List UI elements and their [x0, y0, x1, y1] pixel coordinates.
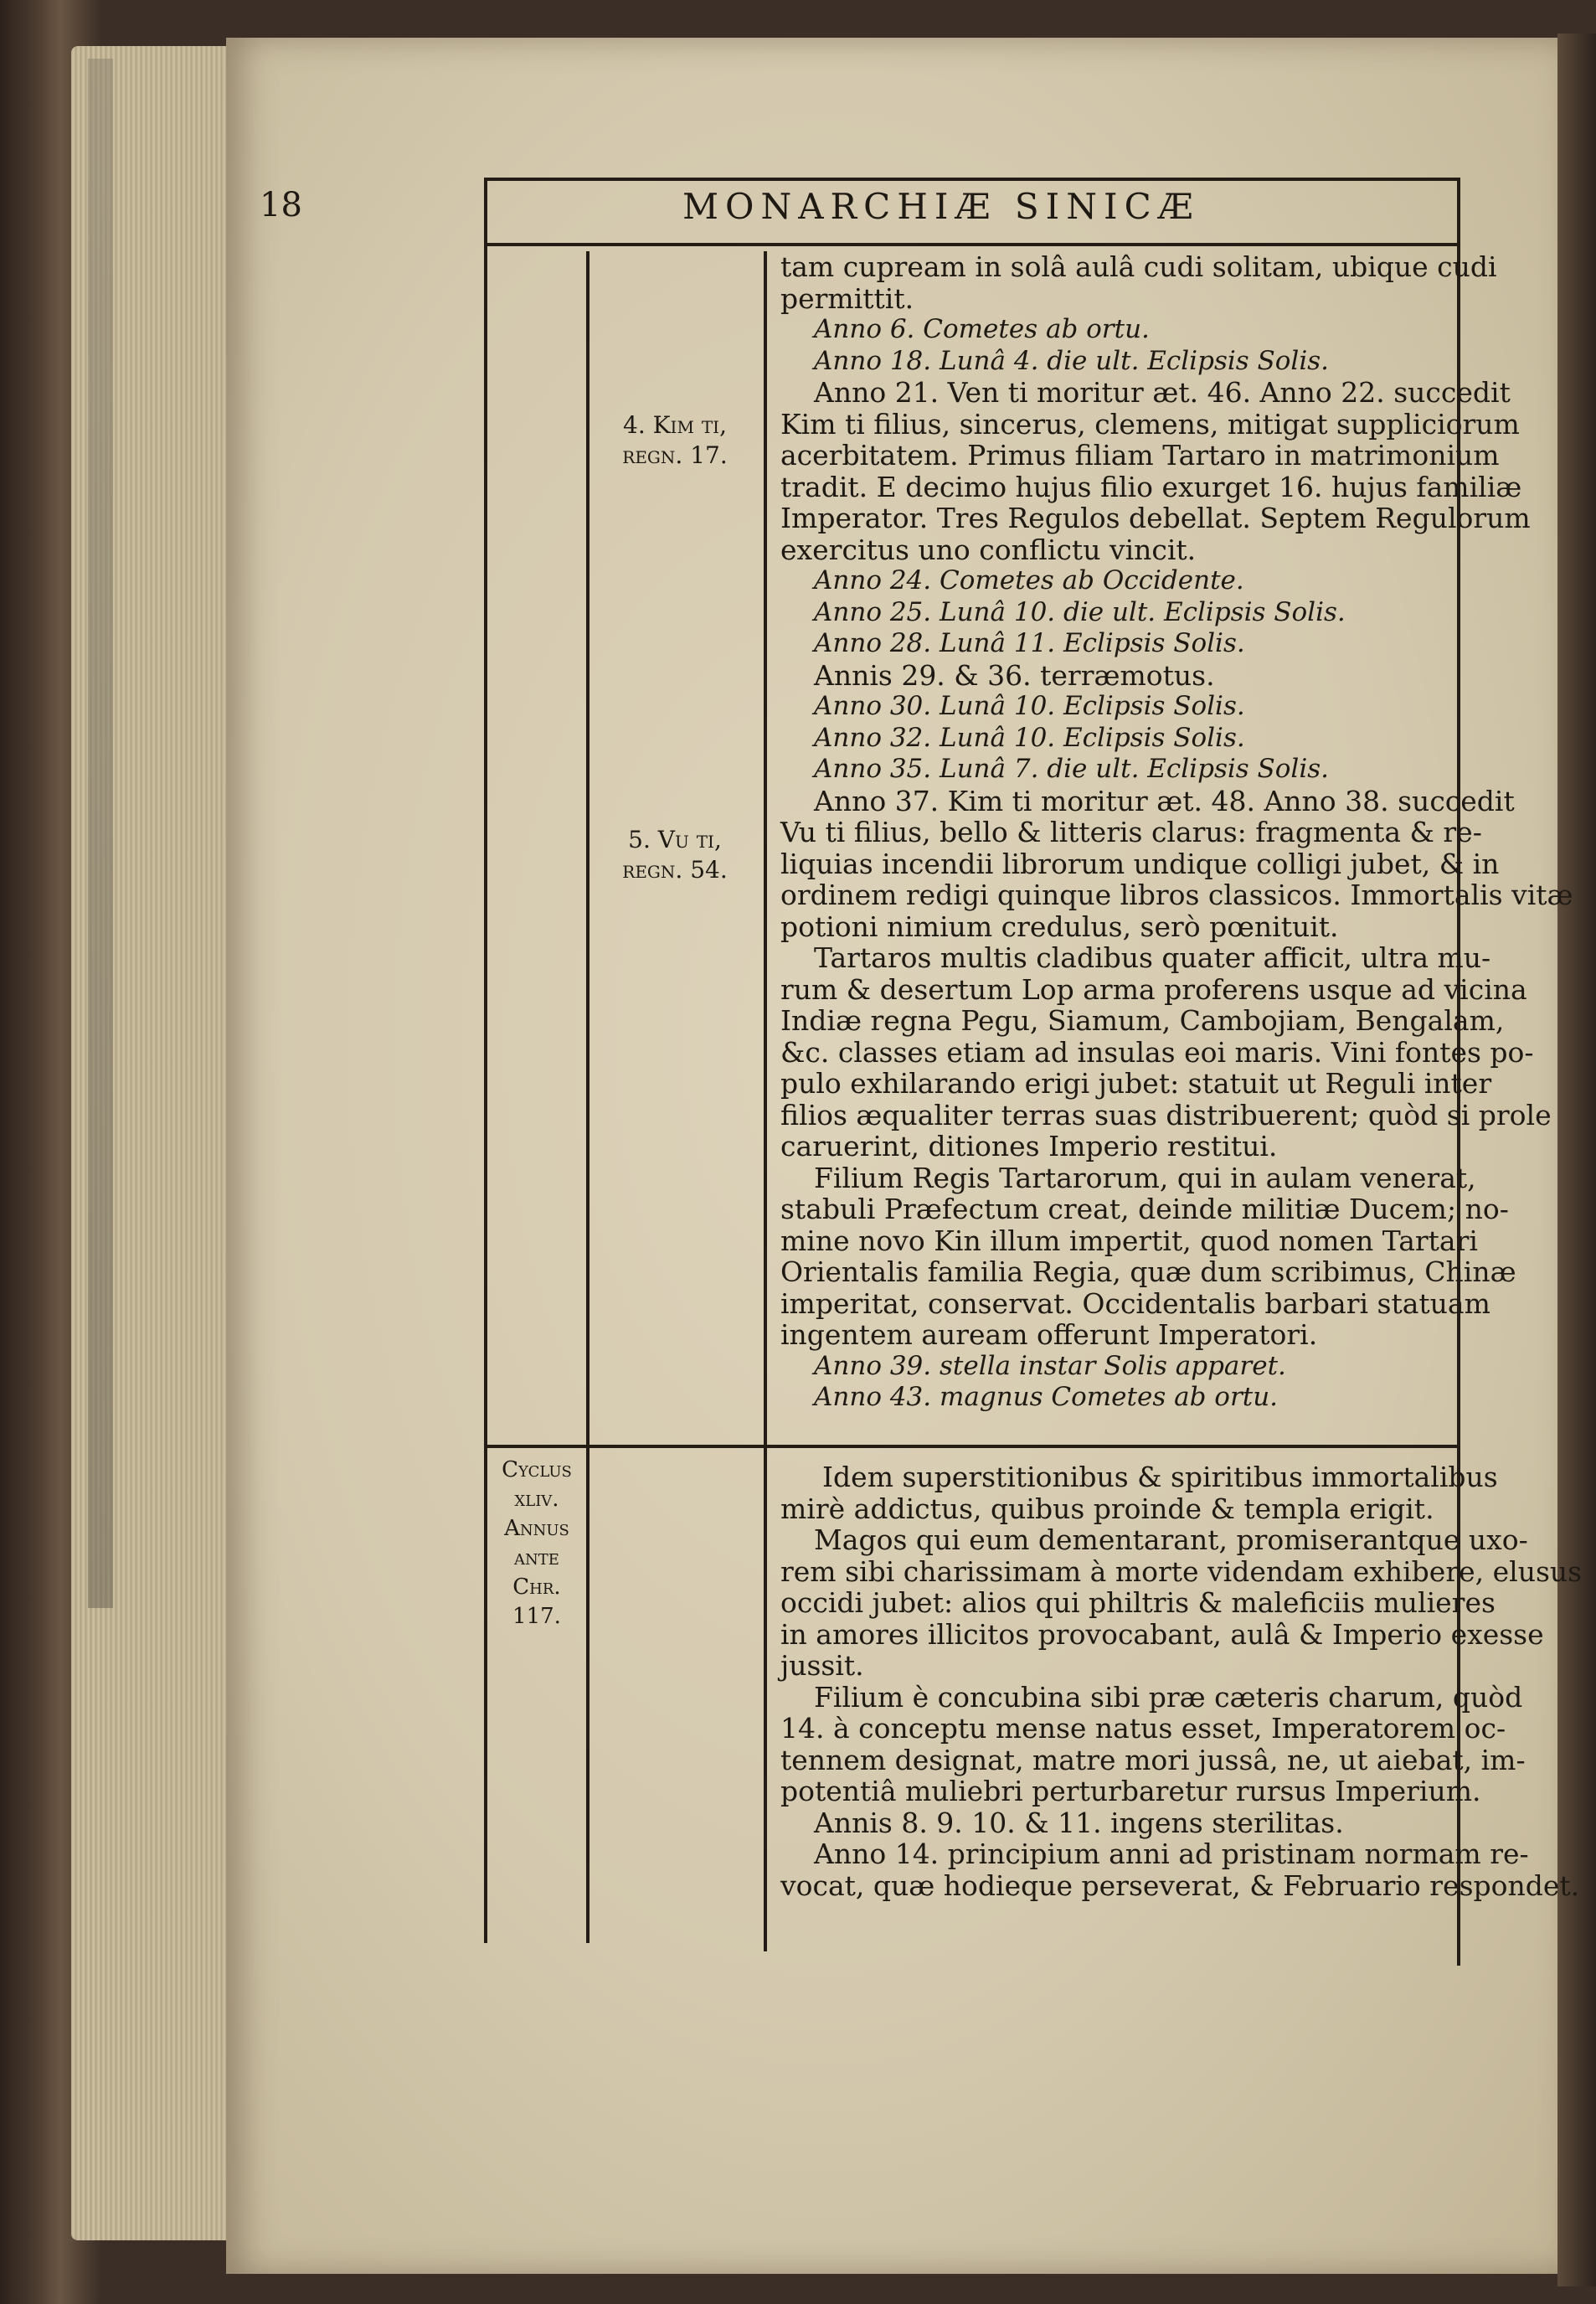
body-line: permittit. [780, 281, 914, 315]
body-line: ingentem auream offerunt Imperatori. [780, 1318, 1318, 1351]
body-line: exercitus uno conflictu vincit. [780, 533, 1197, 566]
page-number: 18 [260, 186, 302, 224]
body-line: Anno 39. stella instar Solis apparet. [814, 1350, 1286, 1381]
body-line: Anno 35. Lunâ 7. die ult. Eclipsis Solis. [814, 754, 1330, 784]
body-line: Idem superstitionibus & spiritibus immortalibus [822, 1461, 1498, 1493]
running-title: MONARCHIÆ SINICÆ [682, 186, 1200, 227]
body-line: jussit. [780, 1649, 864, 1682]
body-line: imperitat, conservat. Occidentalis barbari statuam [780, 1286, 1490, 1320]
body-line: ordinem redigi quinque libros classicos. Immortalis vitæ [780, 879, 1573, 911]
margin-cyclus-line-3: Annus [504, 1516, 569, 1541]
margin-note-vu-ti [591, 825, 759, 885]
body-line: mine novo Kin illum impertit, quod nomen Tartari [780, 1224, 1478, 1257]
body-line: tennem designat, matre mori jussâ, ne, ut aiebat, im- [780, 1743, 1526, 1776]
body-line: rum & desertum Lop arma proferens usque ad vicina [780, 972, 1527, 1006]
margin-kim-ti-line-1: 4. Kim ti, [623, 411, 727, 439]
body-line: in amores illicitos provocabant, aulâ & Imperio exesse [780, 1617, 1544, 1651]
body-line: Anno 28. Lunâ 11. Eclipsis Solis. [814, 628, 1245, 658]
body-line: filios æqualiter terras suas distribuerent; quòd si prole [780, 1098, 1552, 1131]
body-line: Anno 43. magnus Cometes ab ortu. [814, 1382, 1279, 1412]
body-line: Anno 18. Lunâ 4. die ult. Eclipsis Solis. [814, 345, 1330, 376]
margin-cyclus-line-4: ante Chr. [512, 1545, 561, 1600]
body-line: Indiæ regna Pegu, Siamum, Cambojiam, Bengalam, [780, 1004, 1505, 1037]
body-line: liquias incendii librorum undique colligi jubet, & in [780, 847, 1500, 880]
body-line: Tartaros multis cladibus quater afficit, ultra mu- [814, 941, 1491, 974]
margin-vu-ti-line-2: regn. 54. [622, 856, 728, 884]
body-line: rem sibi charissimam à morte videndam exhibere, elusus [780, 1554, 1583, 1588]
column-rule-2 [764, 251, 767, 1951]
body-line: 14. à conceptu mense natus esset, Imperatorem oc- [780, 1712, 1506, 1745]
body-line: Anno 25. Lunâ 10. die ult. Eclipsis Solis. [814, 596, 1346, 627]
frame-top-rule [484, 178, 1460, 181]
margin-note-kim-ti [591, 410, 759, 471]
margin-cyclus-line-1: Cyclus [502, 1457, 572, 1482]
body-line: &c. classes etiam ad insulas eoi maris. Vini fontes po- [780, 1035, 1534, 1069]
body-line: Anno 37. Kim ti moritur æt. 48. Anno 38. succedit [814, 784, 1515, 817]
body-section-2 [780, 1461, 1582, 1901]
body-line: vocat, quæ hodieque perseverat, & Februario respondet. [780, 1868, 1580, 1902]
body-line: Anno 6. Cometes ab ortu. [814, 314, 1150, 344]
margin-cyclus-line-5: 117. [512, 1604, 561, 1629]
body-line: Filium Regis Tartarorum, qui in aulam venerat, [814, 1161, 1476, 1194]
margin-note-cyclus [487, 1456, 586, 1631]
column-rule-1 [586, 251, 589, 1943]
frame-left-rule [484, 178, 487, 1943]
body-line: pulo exhilarando erigi jubet: statuit ut Reguli inter [780, 1067, 1492, 1100]
body-line: Annis 29. & 36. terræmotus. [814, 658, 1215, 692]
body-line: stabuli Præfectum creat, deinde militiæ Ducem; no- [780, 1193, 1509, 1225]
body-line: occidi jubet: alios qui philtris & maleficiis mulieres [780, 1586, 1496, 1619]
body-line: tam cupream in solâ aulâ cudi solitam, ubique cudi [780, 250, 1497, 283]
body-line: tradit. E decimo hujus filio exurget 16. hujus familiæ [780, 470, 1522, 503]
body-line: Vu ti filius, bello & litteris clarus: fragmenta & re- [780, 816, 1482, 848]
body-line: Annis 8. 9. 10. & 11. ingens sterilitas. [814, 1806, 1344, 1839]
margin-kim-ti-line-2: regn. 17. [622, 441, 728, 469]
body-line: potentiâ muliebri perturbaretur rursus Imperium. [780, 1775, 1481, 1807]
section-divider-rule [484, 1445, 1460, 1448]
body-line: Anno 32. Lunâ 10. Eclipsis Solis. [814, 722, 1245, 753]
margin-cyclus-line-2: xliv. [514, 1487, 559, 1512]
frame-header-rule [484, 243, 1460, 246]
body-line: mirè addictus, quibus proinde & templa erigit. [780, 1492, 1434, 1525]
body-line: Filium è concubina sibi præ cæteris charum, quòd [814, 1680, 1523, 1714]
page-tab-shadow [88, 59, 113, 1608]
body-line: acerbitatem. Primus filiam Tartaro in matrimonium [780, 439, 1500, 472]
body-line: potioni nimium credulus, serò pœnituit. [780, 910, 1339, 943]
margin-vu-ti-line-1: 5. Vu ti, [628, 826, 722, 853]
body-line: caruerint, ditiones Imperio restitui. [780, 1130, 1278, 1162]
body-section-1 [780, 251, 1573, 1414]
body-line: Imperator. Tres Regulos debellat. Septem Regulorum [780, 502, 1531, 534]
body-line: Anno 14. principium anni ad pristinam normam re- [814, 1838, 1529, 1870]
body-line: Anno 30. Lunâ 10. Eclipsis Solis. [814, 691, 1245, 721]
body-line: Magos qui eum dementarant, promiserantque uxo- [814, 1523, 1528, 1556]
body-line: Orientalis familia Regia, quæ dum scribimus, Chinæ [780, 1255, 1516, 1288]
body-line: Kim ti filius, sincerus, clemens, mitigat suppliciorum [780, 407, 1520, 441]
body-line: Anno 21. Ven ti moritur æt. 46. Anno 22. succedit [814, 376, 1511, 409]
body-line: Anno 24. Cometes ab Occidente. [814, 565, 1244, 595]
